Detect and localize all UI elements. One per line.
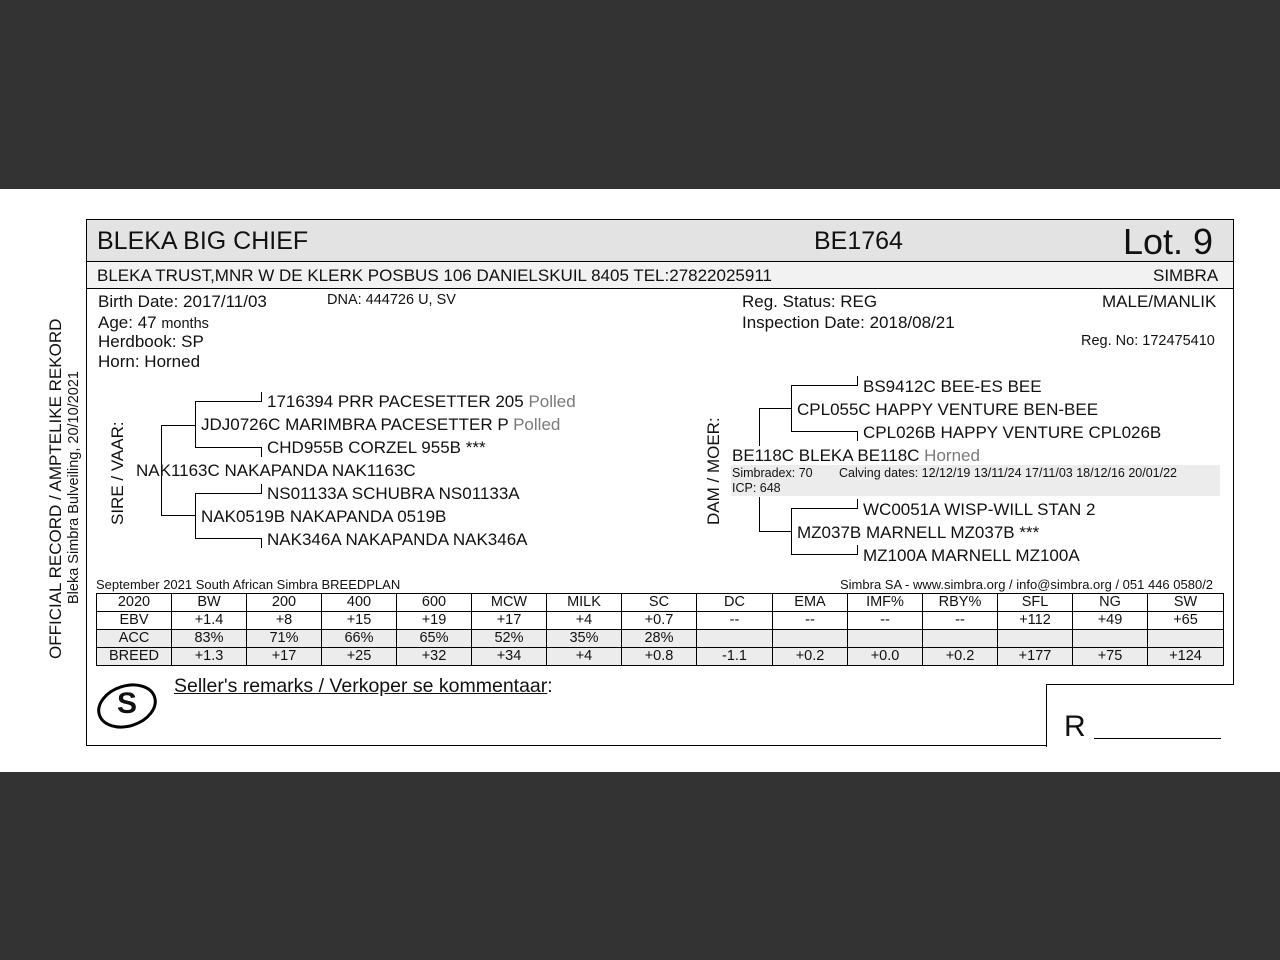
auction-label: Bleka Simbra Bulveiling, 20/10/2021 — [66, 371, 82, 604]
simbradex: Simbradex: 70 — [732, 466, 813, 480]
table-cell: 65% — [397, 630, 472, 648]
sex: MALE/MANLIK — [1102, 292, 1217, 311]
table-cell: +15 — [322, 612, 397, 630]
sire-dam-sire: NS01133A SCHUBRA NS01133A — [267, 484, 520, 503]
dam-sire-dam: CPL026B HAPPY VENTURE CPL026B — [863, 423, 1162, 442]
polled-tag: Polled — [528, 392, 576, 411]
table-cell: RBY% — [923, 594, 998, 612]
sire-name: NAK1163C NAKAPANDA NAK1163C — [136, 461, 416, 480]
reg-number: Reg. No: 172475410 — [1081, 333, 1215, 349]
table-cell: +17 — [472, 612, 547, 630]
table-cell: +19 — [397, 612, 472, 630]
table-cell: +17 — [247, 648, 322, 666]
dam-sire: CPL055C HAPPY VENTURE BEN-BEE — [797, 400, 1099, 419]
table-cell: 66% — [322, 630, 397, 648]
dam-dam: MZ037B MARNELL MZ037B *** — [797, 523, 1040, 542]
breedplan-table — [96, 593, 1224, 666]
breed-row — [97, 648, 1224, 666]
table-cell: 52% — [472, 630, 547, 648]
dna-info: DNA: 444726 U, SV — [327, 292, 456, 308]
table-cell: +4 — [547, 648, 622, 666]
birth-date: Birth Date: 2017/11/03 — [98, 292, 267, 311]
table-cell: 200 — [247, 594, 322, 612]
table-cell: 400 — [322, 594, 397, 612]
age-unit: months — [161, 316, 209, 332]
table-cell: +1.4 — [172, 612, 247, 630]
dam-dam-dam: MZ100A MARNELL MZ100A — [863, 546, 1080, 565]
ebv-row — [97, 612, 1224, 630]
table-cell — [998, 630, 1073, 648]
table-cell: +34 — [472, 648, 547, 666]
table-cell: +49 — [1073, 612, 1148, 630]
table-cell: -- — [848, 612, 923, 630]
table-cell: +0.7 — [622, 612, 697, 630]
table-cell: 83% — [172, 630, 247, 648]
table-cell: -- — [923, 612, 998, 630]
table-cell — [848, 630, 923, 648]
table-cell: +124 — [1148, 648, 1224, 666]
dam-dam-sire: WC0051A WISP-WILL STAN 2 — [863, 500, 1096, 519]
table-cell: MILK — [547, 594, 622, 612]
price-label: R — [1064, 710, 1086, 743]
dam-sire-sire: BS9412C BEE-ES BEE — [863, 377, 1042, 396]
table-cell: +1.3 — [172, 648, 247, 666]
table-cell — [923, 630, 998, 648]
inspection-date: Inspection Date: 2018/08/21 — [742, 313, 955, 332]
table-cell: BREED — [97, 648, 172, 666]
table-cell: -- — [697, 612, 773, 630]
card-notch-vertical — [1046, 684, 1047, 747]
table-cell: SC — [622, 594, 697, 612]
table-cell: -- — [773, 612, 848, 630]
sire-sire-dam: CHD955B CORZEL 955B *** — [267, 438, 486, 457]
table-cell: MCW — [472, 594, 547, 612]
price-line — [1094, 738, 1221, 739]
table-cell: 600 — [397, 594, 472, 612]
card-notch-horizontal — [1046, 684, 1234, 685]
table-cell: +0.2 — [773, 648, 848, 666]
table-cell — [1148, 630, 1224, 648]
calving-dates: Calving dates: 12/12/19 13/11/24 17/11/03 18/12/16 20/01/22 — [839, 466, 1178, 480]
table-cell: +177 — [998, 648, 1073, 666]
logo-letter: S — [117, 687, 138, 720]
seller-remarks-label: Seller's remarks / Verkoper se kommentaar: — [174, 675, 553, 697]
reg-status: Reg. Status: REG — [742, 292, 878, 311]
table-cell: +75 — [1073, 648, 1148, 666]
official-record-label: OFFICIAL RECORD / AMPTELIKE REKORD — [46, 318, 65, 659]
table-cell: 35% — [547, 630, 622, 648]
acc-row — [97, 630, 1224, 648]
polled-tag: Polled — [513, 415, 561, 434]
breed-label: SIMBRA — [1153, 266, 1219, 285]
table-cell: +4 — [547, 612, 622, 630]
owner-line: BLEKA TRUST,MNR W DE KLERK POSBUS 106 DANIELSKUIL 8405 TEL:27822025911 — [97, 266, 772, 285]
sire-sire: JDJ0726C MARIMBRA PACESETTER P Polled — [201, 415, 561, 434]
table-cell: +0.0 — [848, 648, 923, 666]
table-cell: ACC — [97, 630, 172, 648]
table-header-row — [97, 594, 1224, 612]
simbra-logo — [96, 681, 160, 731]
table-cell: IMF% — [848, 594, 923, 612]
table-cell: +25 — [322, 648, 397, 666]
table-cell: BW — [172, 594, 247, 612]
table-cell: DC — [697, 594, 773, 612]
table-cell: 2020 — [97, 594, 172, 612]
table-cell: 28% — [622, 630, 697, 648]
table-cell: EMA — [773, 594, 848, 612]
table-cell: +32 — [397, 648, 472, 666]
breedplan-caption: September 2021 South African Simbra BREEDPLAN — [96, 577, 401, 592]
herdbook: Herdbook: SP — [98, 332, 204, 351]
table-cell: EBV — [97, 612, 172, 630]
table-cell — [773, 630, 848, 648]
dam-name: BE118C BLEKA BE118C Horned — [732, 446, 980, 465]
table-cell — [697, 630, 773, 648]
icp: ICP: 648 — [732, 481, 781, 495]
simbra-contact: Simbra SA - www.simbra.org / info@simbra.org / 051 446 0580/2 — [840, 577, 1214, 592]
table-cell: -1.1 — [697, 648, 773, 666]
table-cell: NG — [1073, 594, 1148, 612]
card-border-right — [1233, 219, 1234, 685]
sire-label: SIRE / VAAR: — [108, 421, 127, 525]
table-cell — [1073, 630, 1148, 648]
table-cell: SW — [1148, 594, 1224, 612]
table-cell: 71% — [247, 630, 322, 648]
table-cell: +8 — [247, 612, 322, 630]
age — [98, 313, 209, 333]
animal-name: BLEKA BIG CHIEF — [97, 227, 309, 255]
lot-number: Lot. 9 — [1123, 221, 1214, 262]
table-cell: +65 — [1148, 612, 1224, 630]
table-cell: +0.2 — [923, 648, 998, 666]
dam-label: DAM / MOER: — [704, 417, 723, 525]
animal-id: BE1764 — [814, 227, 903, 255]
horned-tag: Horned — [924, 446, 980, 465]
table-cell: +0.8 — [622, 648, 697, 666]
sire-dam-dam: NAK346A NAKAPANDA NAK346A — [267, 530, 528, 549]
table-cell: SFL — [998, 594, 1073, 612]
age-value: Age: 47 — [98, 313, 157, 332]
sire-sire-sire: 1716394 PRR PACESETTER 205 Polled — [267, 392, 576, 411]
sire-dam: NAK0519B NAKAPANDA 0519B — [201, 507, 447, 526]
table-cell: +112 — [998, 612, 1073, 630]
horn-status: Horn: Horned — [98, 352, 201, 371]
